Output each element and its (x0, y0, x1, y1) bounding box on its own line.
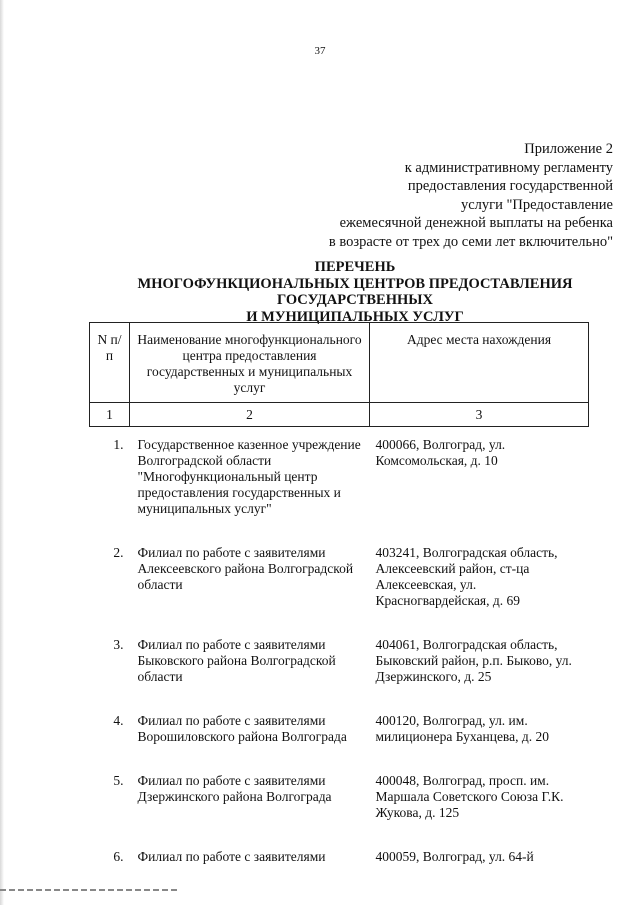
center-address: 400059, Волгоград, ул. 64-й (375, 849, 534, 864)
title-line: ПЕРЕЧЕНЬ (314, 259, 396, 275)
center-name: Государственное казенное учреждение Волгоградской области "Многофункциональный центр предоставления государственных и муниципальных услуг" (137, 437, 361, 516)
center-name: Филиал по работе с заявителями Дзержинского района Волгограда (137, 773, 332, 804)
appendix-line: Приложение 2 (524, 141, 613, 157)
document-title (120, 259, 590, 325)
center-address: 404061, Волгоградская область, Быковский район, р.п. Быково, ул. Дзержинского, д. 25 (375, 637, 572, 684)
scan-bottom-mark (0, 889, 180, 891)
appendix-line: в возрасте от трех до семи лет включительно" (328, 233, 613, 250)
appendix-note (329, 140, 613, 251)
appendix-line: услуги "Предоставление (460, 196, 613, 213)
scan-left-edge (0, 0, 4, 905)
title-line: МНОГОФУНКЦИОНАЛЬНЫХ ЦЕНТРОВ ПРЕДОСТАВЛЕНИЯ (137, 275, 573, 292)
center-name: Филиал по работе с заявителями Быковского района Волгоградской области (137, 637, 336, 684)
center-address: 403241, Волгоградская область, Алексеевский район, ст-ца Алексеевская, ул. Красногвардейская, д. 69 (375, 545, 558, 608)
column-number: 2 (130, 403, 370, 427)
column-number-row (90, 403, 589, 427)
title-line: ГОСУДАРСТВЕННЫХ (276, 292, 433, 308)
header-address: Адрес места нахождения (370, 323, 589, 403)
row-number: 3. (113, 637, 124, 652)
table-row (90, 427, 589, 536)
center-address: 400048, Волгоград, просп. им. Маршала Советского Союза Г.К. Жукова, д. 125 (375, 773, 564, 820)
row-number: 4. (113, 713, 124, 728)
center-name: Филиал по работе с заявителями Алексеевского района Волгоградской области (137, 545, 354, 592)
appendix-line: ежемесячной денежной выплаты на ребенка (339, 215, 613, 231)
column-number: 1 (90, 403, 130, 427)
table-row (90, 839, 589, 883)
header-num: N п/п (90, 323, 130, 403)
center-address: 400120, Волгоград, ул. им. милиционера Буханцева, д. 20 (375, 713, 549, 744)
header-name: Наименование многофункционального центра предоставления государственных и муниципальных услуг (130, 323, 370, 403)
page-number: 37 (314, 45, 326, 57)
row-number: 1. (113, 437, 124, 452)
table-row (90, 627, 589, 703)
table-row (90, 535, 589, 627)
mfc-table (89, 322, 589, 883)
table-row (90, 763, 589, 839)
appendix-line: предоставления государственной (407, 178, 613, 194)
center-name: Филиал по работе с заявителями Ворошиловского района Волгограда (137, 713, 347, 744)
table-row (90, 703, 589, 763)
row-number: 6. (113, 849, 124, 864)
title-line: И МУНИЦИПАЛЬНЫХ УСЛУГ (246, 308, 464, 325)
row-number: 2. (113, 545, 124, 560)
center-address: 400066, Волгоград, ул. Комсомольская, д. 10 (375, 437, 506, 468)
center-name: Филиал по работе с заявителями (137, 849, 326, 864)
appendix-line: к административному регламенту (404, 159, 613, 176)
row-number: 5. (113, 773, 124, 788)
column-number: 3 (370, 403, 589, 427)
table-header-row (90, 323, 589, 403)
